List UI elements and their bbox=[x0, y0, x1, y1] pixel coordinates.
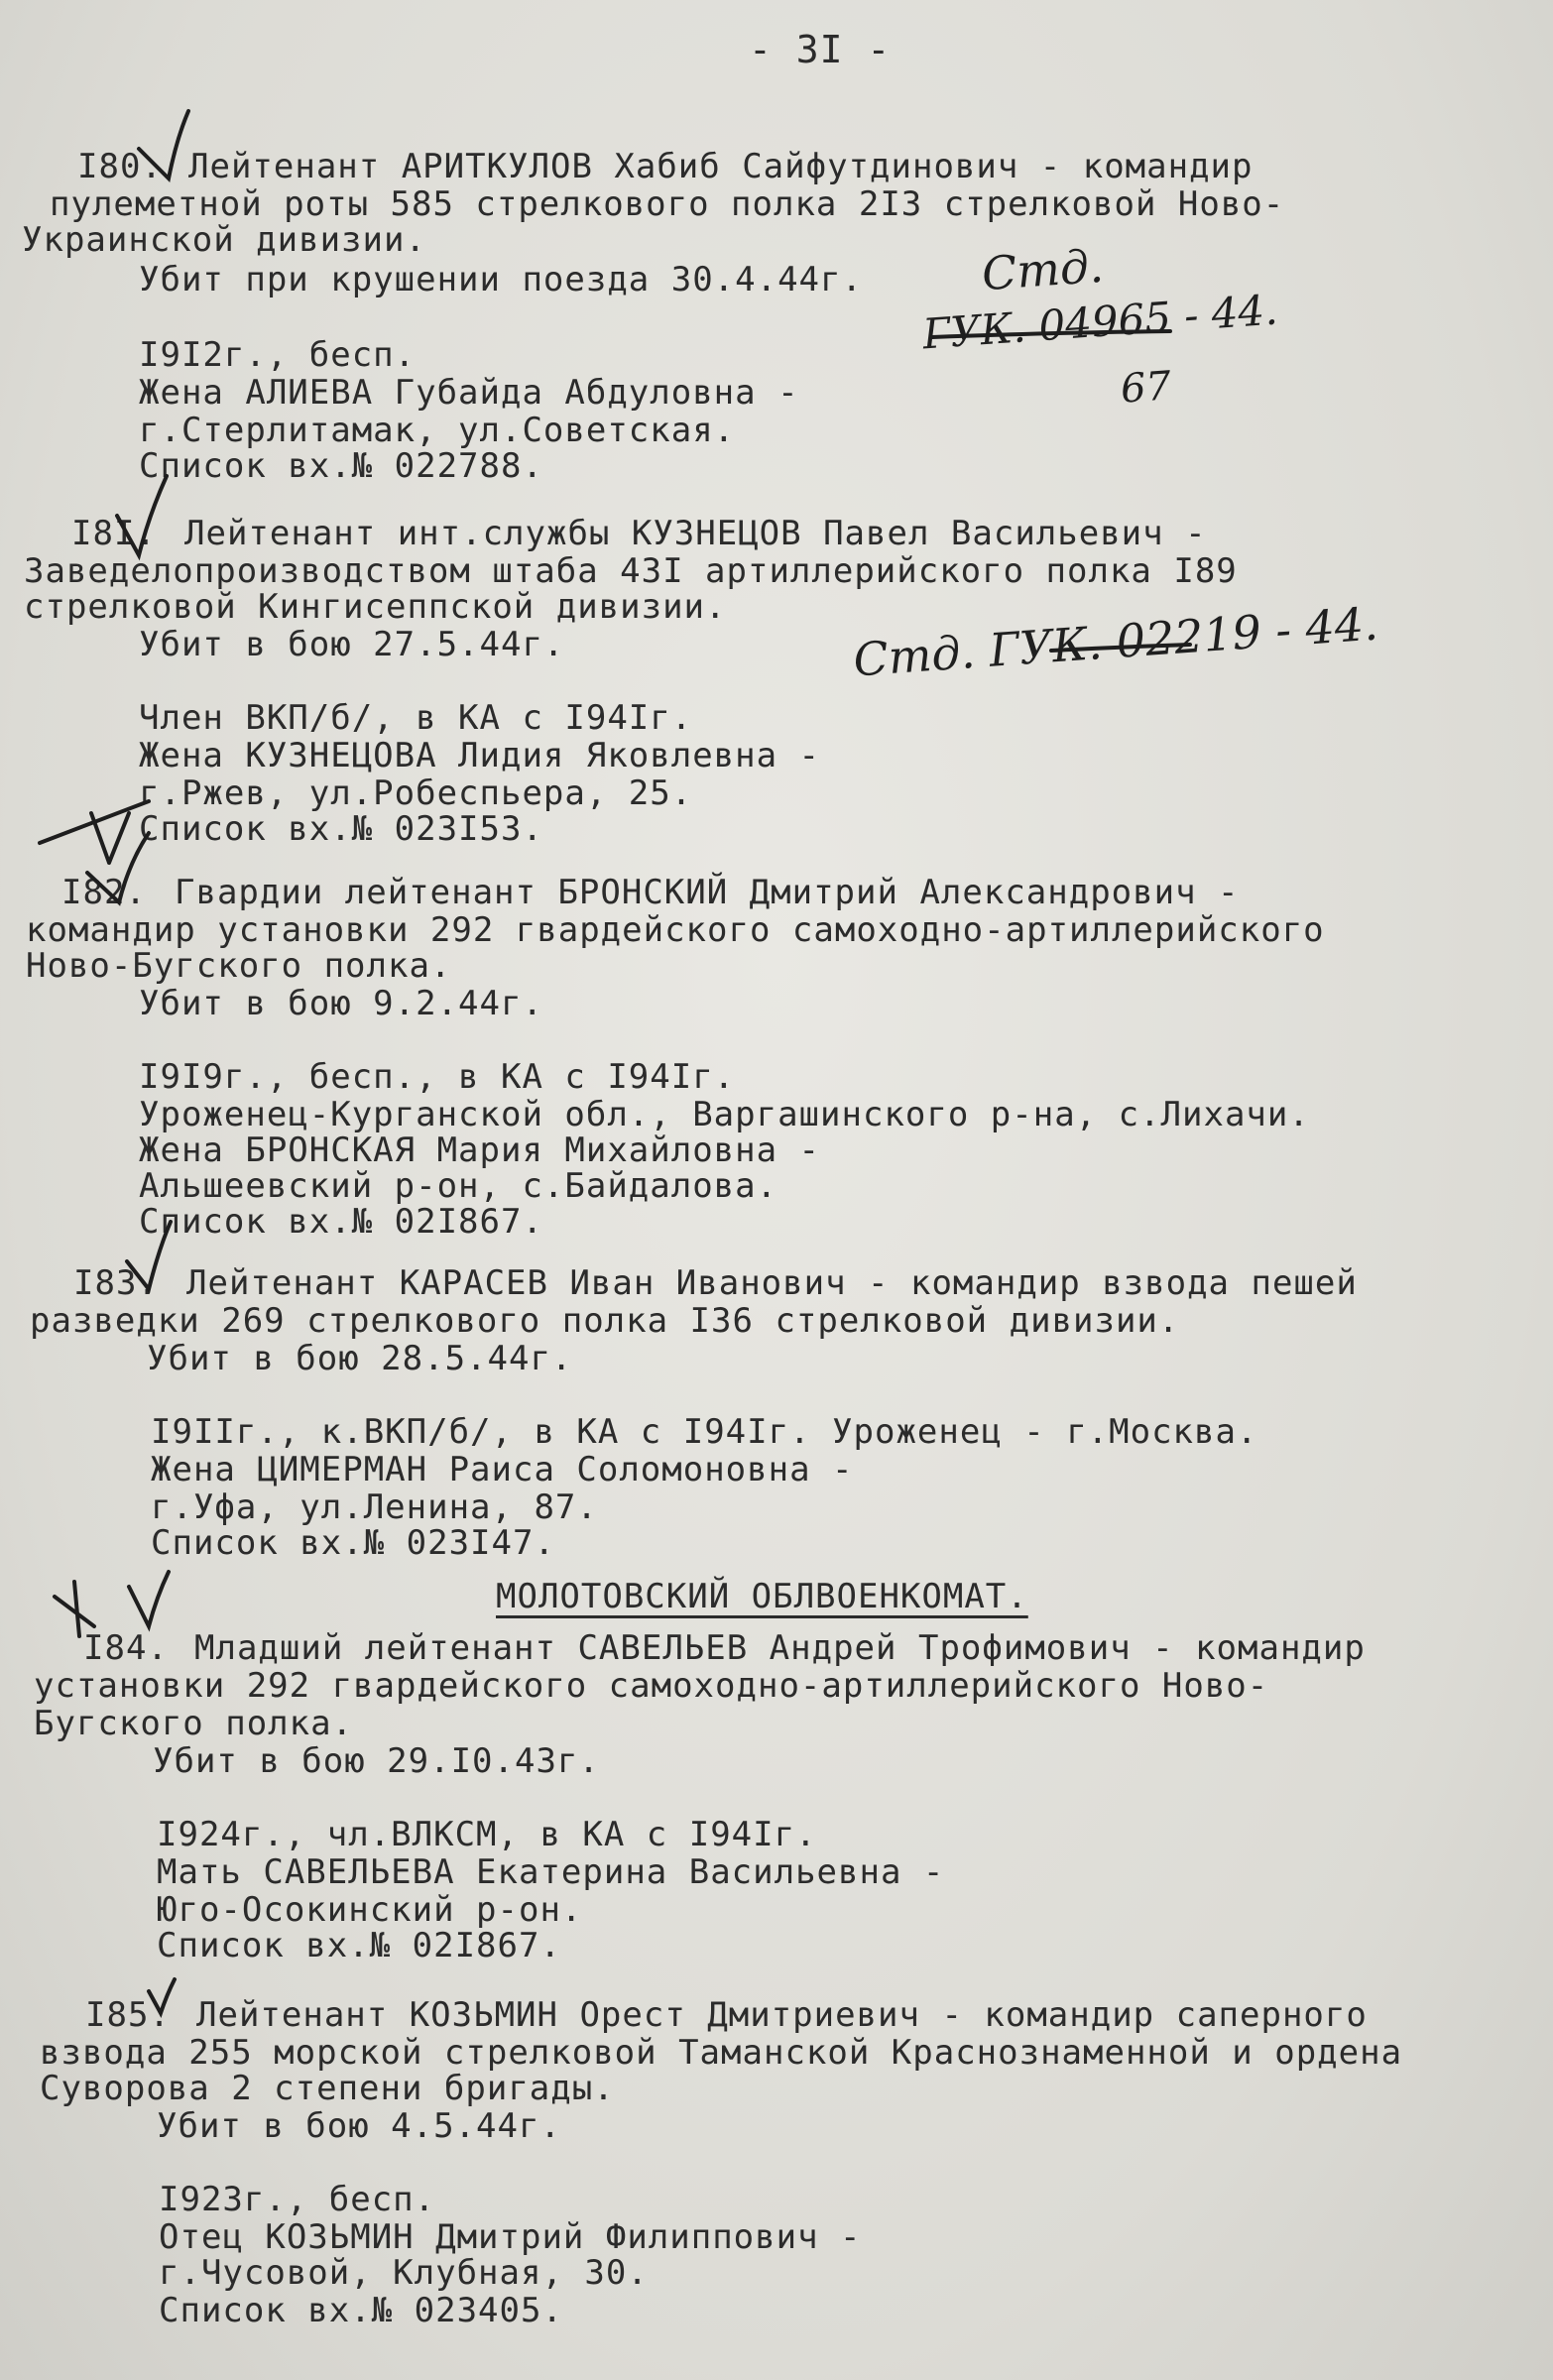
entry-180-detail-4: Список вх.№ 022788. bbox=[139, 446, 543, 486]
entry-number-183: I83. bbox=[73, 1263, 159, 1303]
entry-185-line-2: взвода 255 морской стрелковой Таманской Краснознаменной и ордена bbox=[40, 2033, 1403, 2073]
entry-180-line-2: пулеметной роты 585 стрелкового полка 2I3 стрелковой Ново- bbox=[50, 184, 1285, 224]
entry-182-line-1: Гвардии лейтенант БРОНСКИЙ Дмитрий Александрович - bbox=[175, 873, 1240, 912]
entry-182-detail-5: Список вх.№ 02I867. bbox=[139, 1202, 543, 1242]
entry-185-detail-4: Список вх.№ 023405. bbox=[159, 2291, 563, 2330]
check-mark-icon bbox=[127, 1222, 171, 1289]
entry-182-line-2: командир установки 292 гвардейского самоходно-артиллерийского bbox=[26, 910, 1325, 950]
underline-stroke bbox=[1051, 645, 1190, 651]
handwritten-note-180-b: ГУК. 04965 - 44. bbox=[920, 285, 1279, 359]
entry-183-death: Убит в бою 28.5.44г. bbox=[147, 1339, 573, 1378]
entry-184-detail-4: Список вх.№ 02I867. bbox=[157, 1926, 561, 1965]
entry-number-184: I84. bbox=[83, 1628, 169, 1668]
entry-183-detail-3: г.Уфа, ул.Ленина, 87. bbox=[151, 1488, 598, 1527]
entry-180-death: Убит при крушении поезда 30.4.44г. bbox=[139, 260, 863, 299]
entry-180-detail-3: г.Стерлитамак, ул.Советская. bbox=[139, 411, 736, 450]
entry-180-line-1: Лейтенант АРИТКУЛОВ Хабиб Сайфутдинович - командир bbox=[188, 147, 1254, 186]
entry-183-detail-1: I9IIг., к.ВКП/б/, в КА с I94Iг. Уроженец - г.Москва. bbox=[151, 1412, 1258, 1452]
entry-183-line-2: разведки 269 стрелкового полка I36 стрелковой дивизии. bbox=[30, 1301, 1180, 1341]
entry-number-181: I8I. bbox=[71, 514, 157, 553]
check-mark-icon bbox=[149, 1979, 175, 2013]
cross-mark-icon bbox=[55, 1582, 94, 1636]
entry-number-185: I85. bbox=[85, 1995, 171, 2035]
entry-185-line-3: Суворова 2 степени бригады. bbox=[40, 2069, 615, 2108]
entry-181-detail-4: Список вх.№ 023I53. bbox=[139, 809, 543, 849]
entry-number-182: I82. bbox=[61, 873, 147, 912]
check-mark-icon bbox=[117, 476, 167, 555]
entry-182-detail-3: Жена БРОНСКАЯ Мария Михайловна - bbox=[139, 1130, 821, 1170]
entry-182-detail-1: I9I9г., бесп., в КА с I94Iг. bbox=[139, 1057, 736, 1097]
entry-184-detail-3: Юго-Осокинский р-он. bbox=[157, 1890, 583, 1930]
entry-182-detail-4: Альшеевский р-он, с.Байдалова. bbox=[139, 1166, 778, 1206]
entry-182-death: Убит в бою 9.2.44г. bbox=[139, 984, 543, 1023]
entry-181-detail-2: Жена КУЗНЕЦОВА Лидия Яковлевна - bbox=[139, 736, 821, 775]
entry-185-death: Убит в бою 4.5.44г. bbox=[157, 2106, 561, 2146]
entry-184-line-3: Бугского полка. bbox=[34, 1704, 354, 1743]
page-number: - 3I - bbox=[749, 28, 892, 71]
entry-181-line-3: стрелковой Кингисеппской дивизии. bbox=[24, 587, 727, 627]
check-mark-icon bbox=[139, 111, 188, 178]
entry-180-line-3: Украинской дивизии. bbox=[22, 220, 426, 260]
underline-stroke bbox=[932, 331, 1170, 337]
check-mark-icon bbox=[129, 1572, 169, 1626]
entry-185-detail-2: Отец КОЗЬМИН Дмитрий Филиппович - bbox=[159, 2217, 862, 2257]
entry-number-180: I80. bbox=[77, 147, 163, 186]
entry-184-detail-1: I924г., чл.ВЛКСМ, в КА с I94Iг. bbox=[157, 1815, 817, 1854]
entry-181-line-2: Заведелопроизводством штаба 43I артиллерийского полка I89 bbox=[24, 551, 1238, 591]
entry-181-line-1: Лейтенант инт.службы КУЗНЕЦОВ Павел Васильевич - bbox=[184, 514, 1207, 553]
entry-185-line-1: Лейтенант КОЗЬМИН Орест Дмитриевич - командир саперного bbox=[196, 1995, 1368, 2035]
entry-185-detail-1: I923г., бесп. bbox=[159, 2180, 436, 2219]
entry-184-detail-2: Мать САВЕЛЬЕВА Екатерина Васильевна - bbox=[157, 1852, 945, 1892]
entry-181-detail-3: г.Ржев, ул.Робеспьера, 25. bbox=[139, 774, 693, 813]
handwritten-note-180-a: Стд. bbox=[980, 238, 1106, 301]
entry-182-detail-2: Уроженец-Курганской обл., Варгашинского р-на, с.Лихачи. bbox=[139, 1095, 1310, 1134]
entry-182-line-3: Ново-Бугского полка. bbox=[26, 946, 452, 986]
entry-181-detail-1: Член ВКП/б/, в КА с I94Iг. bbox=[139, 698, 693, 738]
handwritten-note-180-c: 67 bbox=[1119, 363, 1173, 413]
entry-183-detail-2: Жена ЦИМЕРМАН Раиса Соломоновна - bbox=[151, 1450, 854, 1489]
entry-180-detail-1: I9I2г., бесп. bbox=[139, 335, 417, 375]
handwritten-note-181: Стд. ГУК. 02219 - 44. bbox=[851, 596, 1380, 687]
entry-181-death: Убит в бою 27.5.44г. bbox=[139, 625, 565, 664]
entry-184-death: Убит в бою 29.I0.43г. bbox=[153, 1741, 600, 1781]
entry-184-line-1: Младший лейтенант САВЕЛЬЕВ Андрей Трофимович - командир bbox=[194, 1628, 1366, 1668]
section-heading: МОЛОТОВСКИЙ ОБЛВОЕНКОМАТ. bbox=[496, 1577, 1028, 1616]
entry-185-detail-3: г.Чусовой, Клубная, 30. bbox=[159, 2253, 649, 2293]
entry-183-line-1: Лейтенант КАРАСЕВ Иван Иванович - командир взвода пешей bbox=[186, 1263, 1358, 1303]
entry-183-detail-4: Список вх.№ 023I47. bbox=[151, 1523, 555, 1563]
entry-184-line-2: установки 292 гвардейского самоходно-артиллерийского Ново- bbox=[34, 1666, 1269, 1706]
entry-180-detail-2: Жена АЛИЕВА Губайда Абдуловна - bbox=[139, 373, 799, 413]
